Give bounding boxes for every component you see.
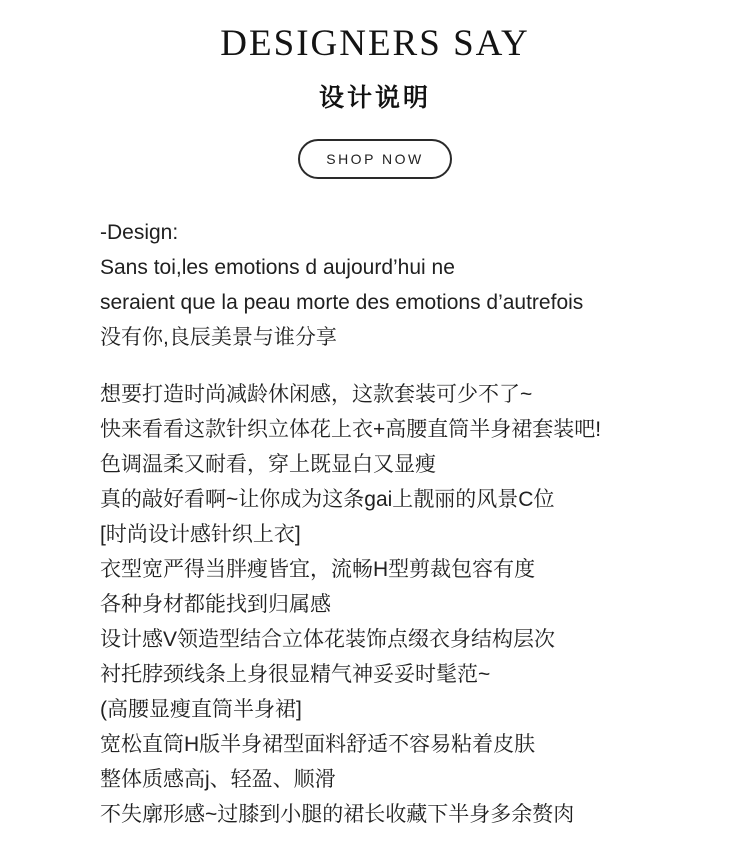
- description-line-top-section-heading: [时尚设计感针织上衣]: [100, 522, 301, 546]
- description-line: 不失廓形感~过膝到小腿的裙长收藏下半身多余赘肉: [100, 802, 575, 826]
- header: [0, 0, 750, 114]
- description-line: 衣型宽严得当胖瘦皆宜，流畅H型剪裁包容有度: [100, 557, 536, 581]
- description-line: 真的敲好看啊~让你成为这条gai上靓丽的风景C位: [100, 487, 555, 511]
- shop-button-row: [0, 139, 750, 179]
- description-line: 整体质感高j、轻盈、顺滑: [100, 767, 336, 791]
- description-block: [100, 215, 690, 832]
- description-line: 想要打造时尚减龄休闲感，这款套装可少不了~: [100, 382, 533, 406]
- description-line: Sans toi,les emotions d aujourd’hui ne: [100, 255, 455, 279]
- description-line: 没有你,良辰美景与谁分享: [100, 325, 337, 349]
- description-line: 宽松直筒H版半身裙型面料舒适不容易粘着皮肤: [100, 732, 536, 756]
- description-line: 快来看看这款针织立体花上衣+高腰直筒半身裙套装吧!: [100, 417, 602, 441]
- page-title: DESIGNERS SAY: [220, 23, 530, 64]
- shop-now-button[interactable]: SHOP NOW: [298, 139, 452, 179]
- description-line-skirt-section-heading: (高腰显瘦直筒半身裙]: [100, 697, 302, 721]
- description-line: 各种身材都能找到归属感: [100, 592, 331, 616]
- description-line: 设计感V领造型结合立体花装饰点缀衣身结构层次: [100, 627, 556, 651]
- description-line-design-label: -Design:: [100, 220, 179, 244]
- page-subtitle: 设计说明: [318, 83, 431, 112]
- description-line: 色调温柔又耐看，穿上既显白又显瘦: [100, 452, 436, 476]
- description-line: 衬托脖颈线条上身很显精气神妥妥时髦范~: [100, 662, 491, 686]
- description-line: seraient que la peau morte des emotions d’autrefois: [100, 290, 584, 314]
